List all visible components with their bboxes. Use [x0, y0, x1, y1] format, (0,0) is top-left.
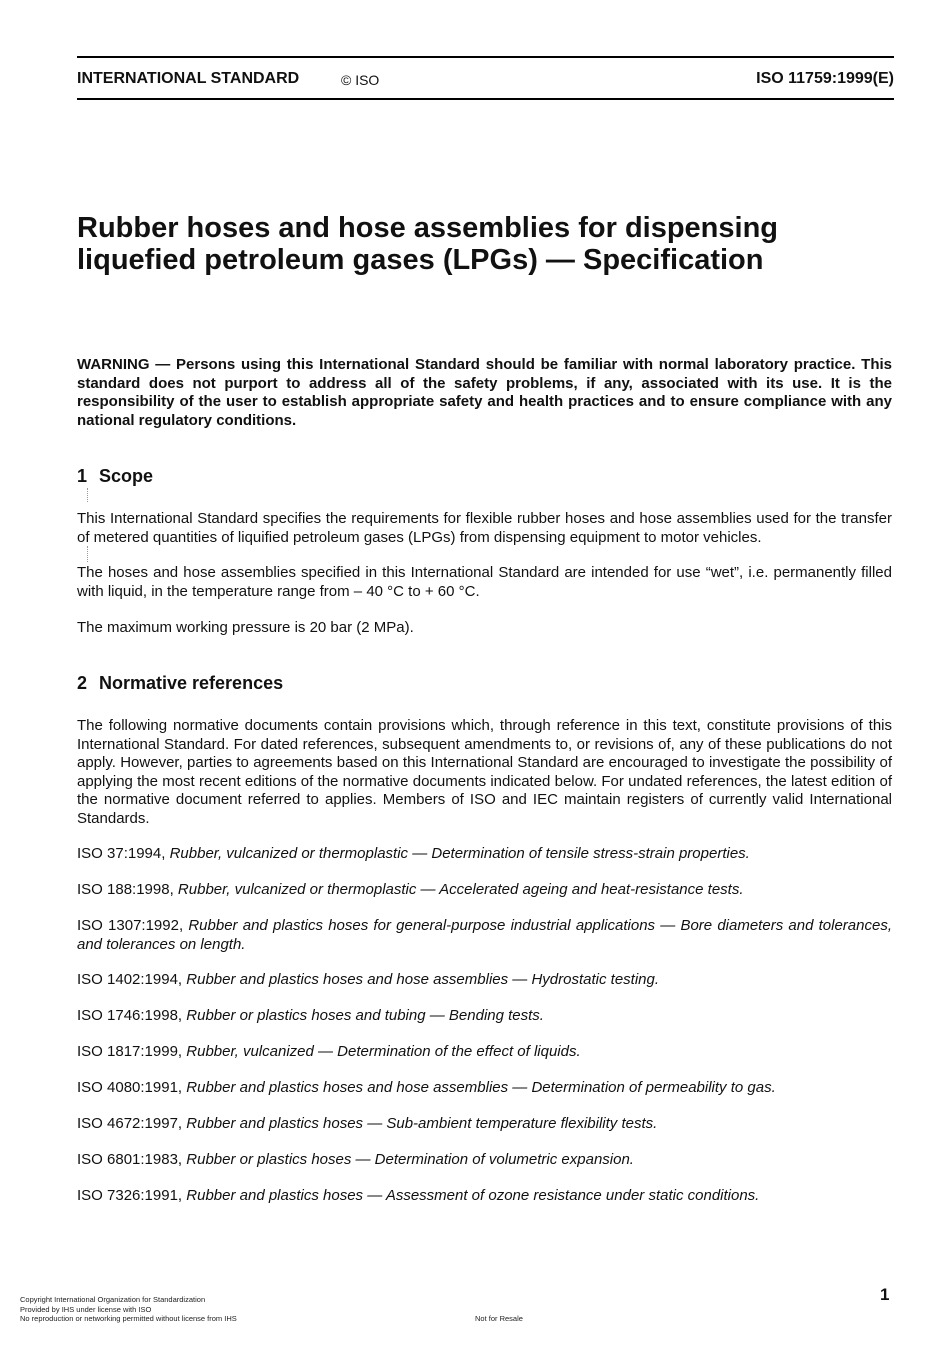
reference-item	[77, 1043, 892, 1062]
reference-item	[77, 1079, 892, 1098]
scope-paragraph-3: The maximum working pressure is 20 bar (2 MPa).	[77, 619, 414, 636]
reference-code: ISO 1402:1994,	[77, 971, 183, 988]
standard-number: ISO 11759:1999(E)	[756, 70, 894, 87]
reference-code: ISO 37:1994,	[77, 845, 166, 862]
reference-code: ISO 188:1998,	[77, 881, 174, 898]
section-2-number: 2	[77, 673, 88, 693]
footer-line: Copyright International Organization for Standardization	[20, 1295, 206, 1304]
reference-title: Rubber, vulcanized or thermoplastic — Accelerated ageing and heat-resistance tests.	[177, 881, 744, 898]
resale-notice: Not for Resale	[475, 1314, 523, 1323]
reference-code: ISO 4672:1997,	[77, 1115, 183, 1132]
document-title: Rubber hoses and hose assemblies for dispensing liquefied petroleum gases (LPGs) — Specification	[77, 212, 779, 276]
reference-code: ISO 6801:1983,	[77, 1151, 183, 1168]
reference-item	[77, 917, 892, 954]
revision-marker	[87, 546, 88, 562]
reference-title: Rubber or plastics hoses and tubing — Bending tests.	[186, 1007, 544, 1024]
copyright-label: © ISO	[341, 72, 380, 88]
reference-title: Rubber and plastics hoses — Assessment of ozone resistance under static conditions.	[186, 1187, 760, 1204]
reference-title: Rubber and plastics hoses and hose assemblies — Hydrostatic testing.	[186, 971, 660, 988]
section-2-heading	[77, 673, 283, 694]
footer-line: Provided by IHS under license with ISO	[20, 1304, 152, 1314]
revision-marker	[87, 488, 88, 502]
warning-paragraph: WARNING — Persons using this International Standard should be familiar with normal laboratory practice. This standard does not purport to address all of the safety problems, if any, associated with its use. It is the responsibility of the user to establish appropriate safety and health practices and to ensure compliance with any national regulatory conditions.	[77, 356, 892, 429]
reference-code: ISO 7326:1991,	[77, 1187, 183, 1204]
reference-title: Rubber, vulcanized — Determination of the effect of liquids.	[186, 1043, 581, 1060]
section-2-title: Normative references	[99, 673, 284, 693]
section-1-heading	[77, 466, 153, 487]
reference-item	[77, 971, 892, 990]
reference-item	[77, 845, 892, 864]
section-1-number: 1	[77, 466, 88, 486]
reference-title: Rubber and plastics hoses — Sub-ambient temperature flexibility tests.	[186, 1115, 658, 1132]
reference-code: ISO 1817:1999,	[77, 1043, 183, 1060]
page-header	[77, 56, 894, 100]
scope-paragraph-2: The hoses and hose assemblies specified in this International Standard are intended for use “wet”, i.e. permanently filled with liquid, in the temperature range from – 40 °C to + 60 °C.	[77, 564, 892, 600]
scope-paragraph-1: This International Standard specifies the requirements for flexible rubber hoses and hose assemblies used for the transfer of metered quantities of liquified petroleum gases (LPGs) from dispensing equipment to motor vehicles.	[77, 510, 892, 546]
references-intro: The following normative documents contain provisions which, through reference in this text, constitute provisions of this International Standard. For dated references, subsequent amendments to, or revisions of, any of these publications do not apply. However, parties to agreements based on this International Standard are encouraged to investigate the possibility of applying the most recent editions of the normative documents indicated below. For undated references, the latest edition of the normative document referred to applies. Members of ISO and IEC maintain registers of currently valid International Standards.	[77, 717, 892, 827]
standard-label: INTERNATIONAL STANDARD	[77, 70, 300, 87]
section-1-title: Scope	[99, 466, 154, 486]
reference-item	[77, 1151, 892, 1170]
reference-title: Rubber and plastics hoses for general-purpose industrial applications — Bore diameters and tolerances, and tolerances on length.	[77, 917, 893, 953]
reference-code: ISO 1746:1998,	[77, 1007, 183, 1024]
reference-title: Rubber, vulcanized or thermoplastic — Determination of tensile stress-strain properties.	[169, 845, 750, 862]
reference-title: Rubber and plastics hoses and hose assemblies — Determination of permeability to gas.	[186, 1079, 776, 1096]
copyright-footer	[20, 1295, 237, 1324]
reference-title: Rubber or plastics hoses — Determination of volumetric expansion.	[186, 1151, 634, 1168]
footer-line: No reproduction or networking permitted without license from IHS	[20, 1314, 237, 1323]
reference-item	[77, 1187, 892, 1206]
reference-item	[77, 881, 892, 900]
reference-item	[77, 1007, 892, 1026]
reference-item	[77, 1115, 892, 1134]
reference-code: ISO 1307:1992,	[77, 917, 184, 934]
reference-code: ISO 4080:1991,	[77, 1079, 183, 1096]
page-number: 1	[880, 1285, 890, 1304]
